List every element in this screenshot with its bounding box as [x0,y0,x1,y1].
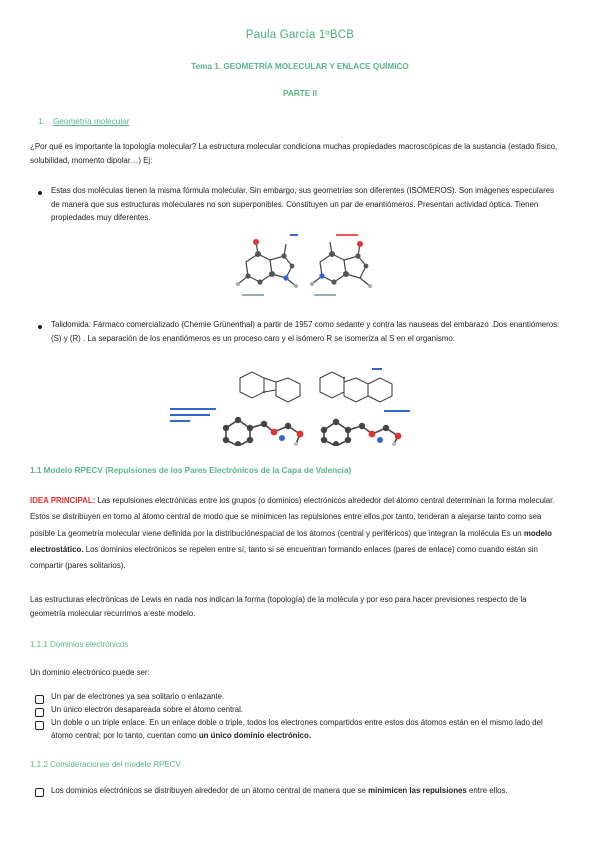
consideracion-text: Los dominios electrónicos se distribuyen alrededor de un átomo central de manera que se [51,786,366,795]
unico-dominio-bold: un único dominio electrónico. [198,730,312,740]
intro-paragraph: ¿Por qué es importante la topología molecular? La estructura molecular condiciona muchas propiedades macroscópicas de la sustancia (estado físico, solubilidad, momento dipolar…) Ej: [30,142,558,165]
checkbox-icon [35,721,44,730]
idea-principal-text: Las repulsiones electrónicas entre los grupos (o dominios) electrónicos alrededor del átomo central determinan la forma molecular. Estos se distribuyen en torno al átomo central de modo que se minimicen las repulsiones entre ellos,por tanto, tenderan a alejarse tanto como sea posible La geometría molecular viene definida por la distribuciónespacial de los átomos (central y periféricos) que integran la molécula Es un [30,496,555,538]
checkbox-icon [35,695,44,704]
document-part-label: PARTE II [283,89,317,98]
dominio-item-3 [51,717,565,743]
lewis-paragraph: Las estructuras electrónicas de Lewis en nada nos indican la forma (topología) de la molécula y por eso para hacer previsiones respecto de la geometría molecular recurrimos a este modelo. [30,595,527,618]
bullet-icon [38,325,42,329]
dominio-item-3-text: Un doble o un triple enlace. En un enlace doble o triple, todos los electrones compartidos entre estos dos átomos están en el mismo lado del átomo central; por lo tanto, cuentan como [51,718,543,740]
checkbox-icon [35,708,44,717]
minimicen-repulsiones-bold: minimicen las repulsiones [368,786,467,795]
modelo-electrostatico-bold: modelo electrostático. [30,528,552,554]
section-number: 1. [38,117,45,126]
section-heading-consideraciones: 1.1.2 Consideraciones del modelo RPECV [30,760,181,769]
dominios-intro: Un dominio electrónico puede ser: [30,668,150,677]
idea-principal-tail: Los dominios electrónicos se repelen entre sí, tanto si se encuentran formando enlaces (pares de enlace) como cuando están sin compartir (pares solitarios). [30,544,538,571]
enantiomers-image [228,232,378,304]
checkbox-icon [35,788,44,797]
consideracion-item-1 [51,784,563,798]
document-topic-title: Tema 1. GEOMETRÍA MOLECULAR Y ENLACE QUÍMICO [191,62,409,71]
idea-principal-paragraph [30,493,564,574]
bullet-text-isomeros: Estas dos moléculas tienen la misma fórmula molecular. Sin embargo, sus geometrías son diferentes (ISÓMEROS). Son imágenes especulares de manera que sus estructuras moleculares no son superponibles. Constituyen un par de enantiómeros. Presentan actividad óptica. Tienen propiedades muy diferentes. [51,186,555,222]
section-heading-rpecv: 1.1 Modelo RPECV (Repulsiones de los Pares Electrónicos de la Capa de Valencia) [30,466,352,475]
document-author: Paula García 1ºBCB [245,29,355,41]
dominio-item-1: Un par de electrones ya sea solitario o enlazante. [51,692,225,701]
dominio-item-2: Un único electrón desapareada sobre el átomo central. [51,705,244,714]
section-heading-geometria: Geometría molecular [53,117,130,126]
bullet-text-talidomida: Talidomida: Fármaco comercializado (Chemie Grünenthal) a partir de 1957 como sedante y contra las nauseas del embarazo .Dos enantiómeros: (S) y (R) . La separación de los enantiómeros es un proceso caro y el isómero R se isomeriza al S en el organismo. [51,320,560,343]
section-heading-dominios: 1.1.1 Dominios electrónicos [30,640,129,649]
idea-principal-label: IDEA PRINCIPAL: [30,496,96,505]
bullet-icon [38,191,42,195]
consideracion-tail: entre ellos. [469,786,508,795]
thalidomide-image [168,368,418,446]
